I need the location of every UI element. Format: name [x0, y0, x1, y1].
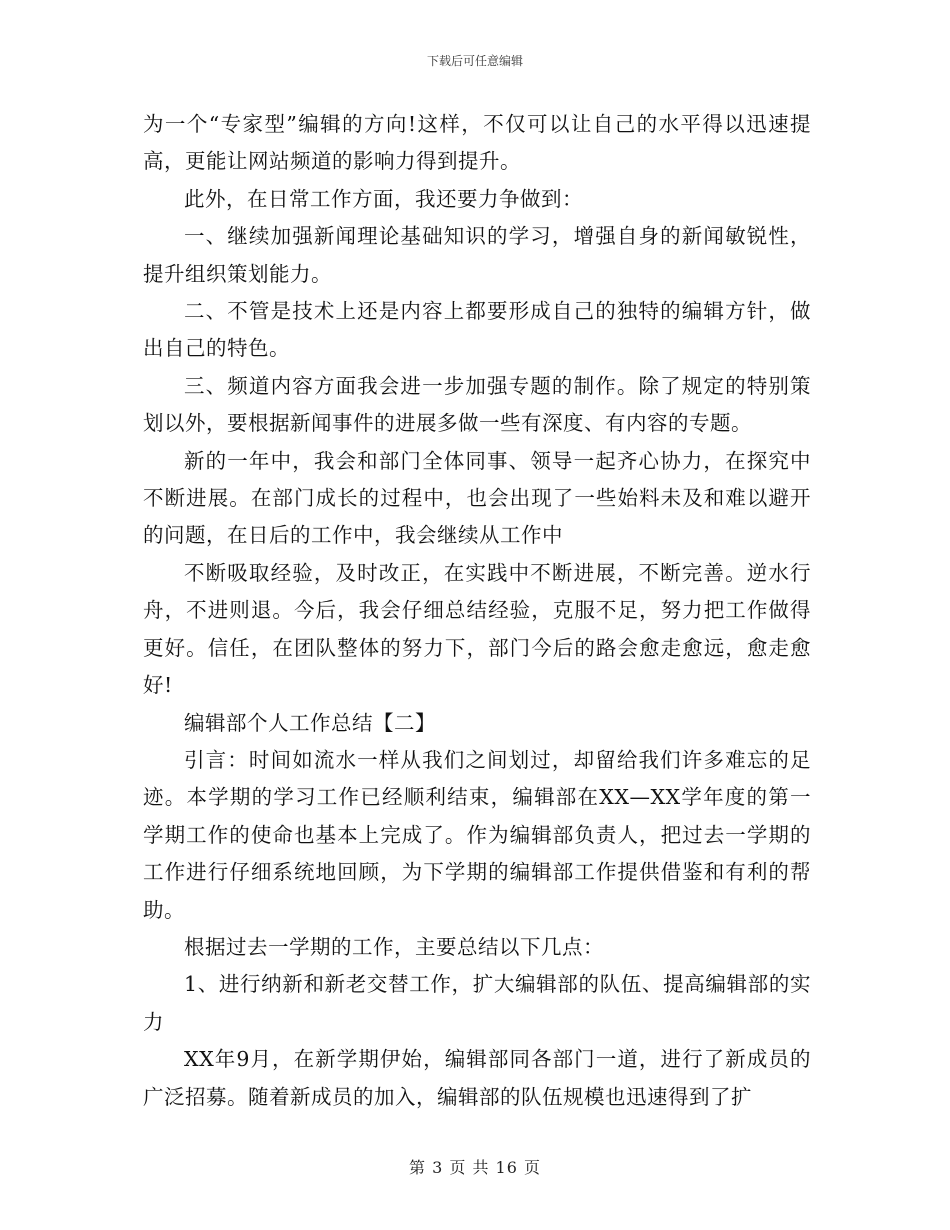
paragraph: 二、不管是技术上还是内容上都要形成自己的独特的编辑方针，做出自己的特色。 [143, 299, 811, 361]
page-number: 第 3 页 共 16 页 [409, 1158, 541, 1177]
paragraph: 1、进行纳新和新老交替工作，扩大编辑部的队伍、提高编辑部的实力 [143, 972, 811, 1034]
paragraph: 此外，在日常工作方面，我还要力争做到： [184, 186, 583, 211]
paragraph: 一、继续加强新闻理论基础知识的学习，增强自身的新闻敏锐性，提升组织策划能力。 [143, 224, 811, 286]
paragraph: 三、频道内容方面我会进一步加强专题的制作。除了规定的特别策划以外，要根据新闻事件的进展多做一些有深度、有内容的专题。 [143, 373, 811, 436]
paragraph: 为一个“专家型”编辑的方向!这样，不仅可以让自己的水平得以迅速提高，更能让网站频道的影响力得到提升。 [143, 112, 811, 174]
paragraph: 不断吸取经验，及时改正，在实践中不断进展，不断完善。逆水行舟，不进则退。今后，我会仔细总结经验，克服不足，努力把工作做得更好。信任，在团队整体的努力下，部门今后的路会愈走愈远，愈走愈好! [143, 560, 811, 698]
paragraph: XX年9月，在新学期伊始，编辑部同各部门一道，进行了新成员的广泛招募。随着新成员的加入，编辑部的队伍规模也迅速得到了扩 [143, 1047, 811, 1109]
document-body [143, 106, 811, 1116]
paragraph: 引言：时间如流水一样从我们之间划过，却留给我们许多难忘的足迹。本学期的学习工作已经顺利结束，编辑部在XX—XX学年度的第一学期工作的使命也基本上完成了。作为编辑部负责人，把过去一学期的工作进行仔细系统地回顾，为下学期的编辑部工作提供借鉴和有利的帮助。 [143, 747, 811, 922]
page-header: 下载后可任意编辑 [426, 54, 523, 68]
paragraph: 新的一年中，我会和部门全体同事、领导一起齐心协力，在探究中不断进展。在部门成长的过程中，也会出现了一些始料未及和难以避开的问题，在日后的工作中，我会继续从工作中 [143, 448, 811, 548]
paragraph: 根据过去一学期的工作，主要总结以下几点： [184, 934, 604, 959]
section-heading: 编辑部个人工作总结【二】 [184, 710, 436, 735]
